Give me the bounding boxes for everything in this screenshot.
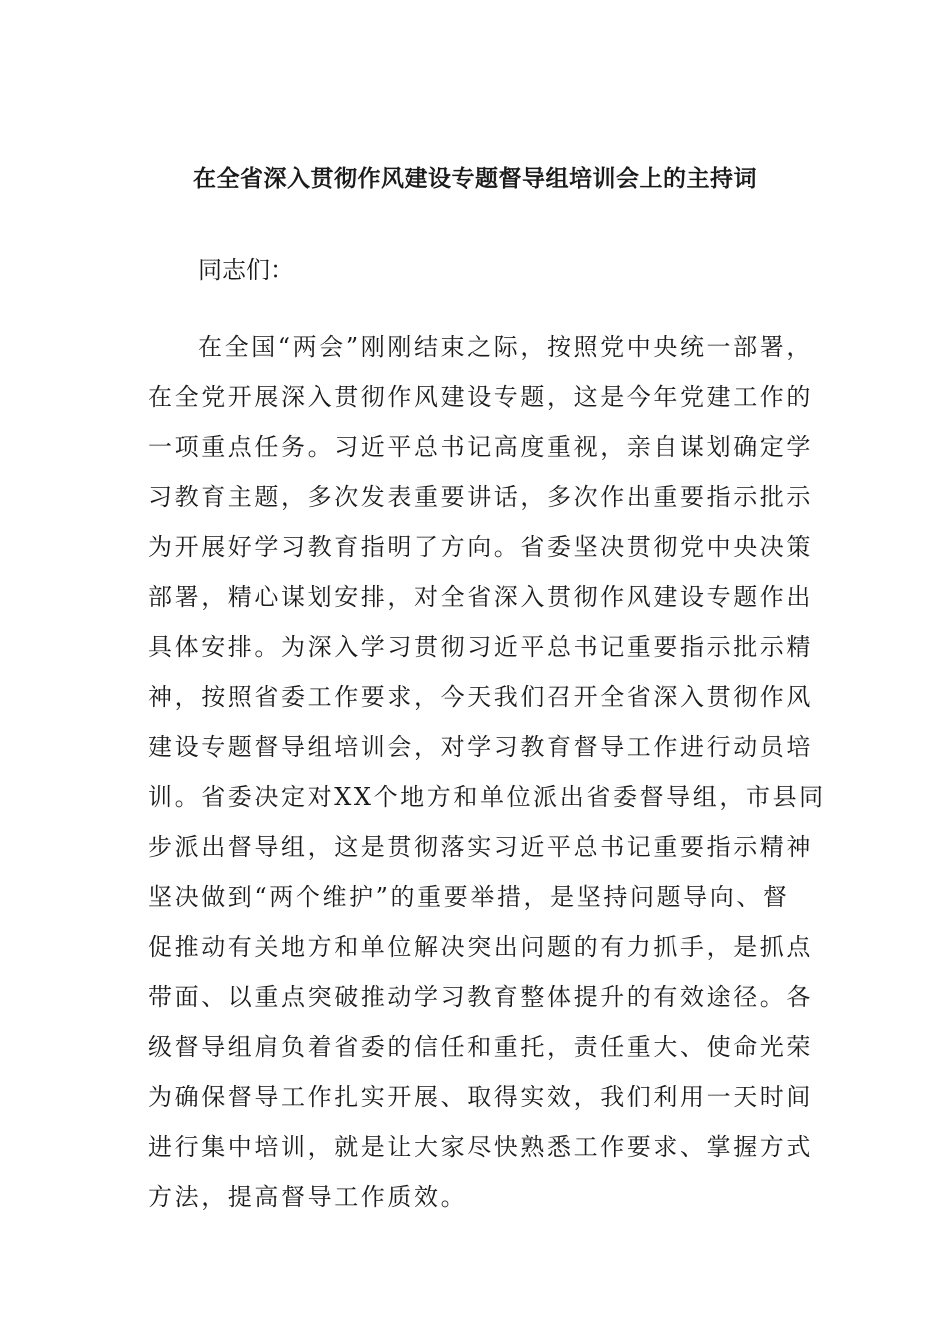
paragraph-line: 训。省委决定对XX个地方和单位派出省委督导组，市县同 [148,783,826,811]
paragraph-line: 促推动有关地方和单位解决突出问题的有力抓手，是抓点 [148,933,813,961]
paragraph-line: 一项重点任务。习近平总书记高度重视，亲自谋划确定学 [148,433,813,461]
paragraph-line: 具体安排。为深入学习贯彻习近平总书记重要指示批示精 [148,633,813,661]
paragraph-line: 为开展好学习教育指明了方向。省委坚决贯彻党中央决策 [148,533,813,561]
salutation: 同志们： [198,256,294,284]
paragraph-line: 带面、以重点突破推动学习教育整体提升的有效途径。各 [148,983,813,1011]
paragraph-line: 步派出督导组，这是贯彻落实习近平总书记重要指示精神 [148,833,813,861]
paragraph-line: 坚决做到“两个维护”的重要举措，是坚持问题导向、督 [148,883,790,911]
document-title: 在全省深入贯彻作风建设专题督导组培训会上的主持词 [193,165,757,192]
paragraph-line: 建设专题督导组培训会，对学习教育督导工作进行动员培 [148,733,813,761]
paragraph-line: 在全党开展深入贯彻作风建设专题，这是今年党建工作的 [148,383,813,411]
paragraph-line: 部署，精心谋划安排，对全省深入贯彻作风建设专题作出 [148,583,813,611]
paragraph-line: 习教育主题，多次发表重要讲话，多次作出重要指示批示 [148,483,813,511]
paragraph-line: 为确保督导工作扎实开展、取得实效，我们利用一天时间 [148,1083,813,1111]
paragraph-line: 在全国“两会”刚刚结束之际，按照党中央统一部署， [198,333,813,361]
paragraph-line: 神，按照省委工作要求，今天我们召开全省深入贯彻作风 [148,683,813,711]
paragraph-line: 级督导组肩负着省委的信任和重托，责任重大、使命光荣 [148,1033,813,1061]
paragraph-line: 进行集中培训，就是让大家尽快熟悉工作要求、掌握方式 [148,1133,813,1161]
body-paragraph [148,322,826,1222]
paragraph-line: 方法，提高督导工作质效。 [148,1183,468,1211]
